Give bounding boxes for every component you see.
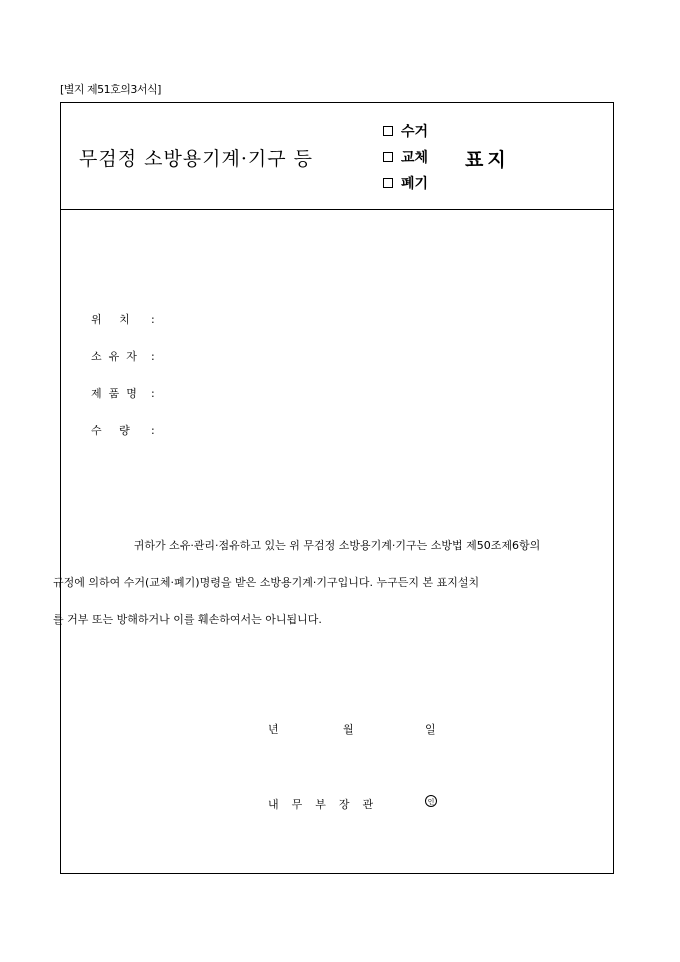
field-location	[91, 311, 155, 327]
checkbox-icon[interactable]	[383, 126, 393, 136]
field-separator: :	[151, 350, 155, 363]
date-month: 월	[343, 723, 354, 736]
option-collect[interactable]	[383, 121, 428, 141]
date-year: 년	[268, 723, 279, 736]
field-owner	[91, 348, 155, 364]
notice-line-2: 규정에 의하여 수거(교체·폐기)명령을 받은 소방용기계·기구입니다. 누구든지 본 표지설치	[53, 576, 480, 589]
date-day: 일	[425, 723, 436, 736]
field-separator: :	[151, 424, 155, 437]
option-dispose[interactable]	[383, 173, 428, 193]
field-separator: :	[151, 313, 155, 326]
field-label: 소유자	[91, 350, 144, 363]
field-label: 제품명	[91, 387, 144, 400]
option-label: 교체	[401, 150, 429, 166]
form-frame	[53, 102, 614, 874]
field-product-name	[91, 385, 155, 401]
option-label: 폐기	[401, 176, 429, 192]
form-header	[61, 103, 613, 210]
checkbox-icon[interactable]	[383, 178, 393, 188]
title-suffix: 표지	[465, 149, 510, 171]
checkbox-icon[interactable]	[383, 152, 393, 162]
notice-line-3: 를 거부 또는 방해하거나 이를 훼손하여서는 아니됩니다.	[53, 613, 322, 626]
option-replace[interactable]	[383, 147, 428, 167]
signature-title: 내무부장관	[268, 798, 387, 811]
field-label: 수 량	[91, 424, 137, 437]
field-quantity	[91, 422, 155, 438]
form-reference: [별지 제51호의3서식]	[60, 83, 161, 96]
field-separator: :	[151, 387, 155, 400]
option-label: 수거	[401, 124, 429, 140]
field-label: 위 치	[91, 313, 137, 326]
form-title: 무검정 소방용기계·기구 등	[79, 148, 314, 170]
seal-icon: 인	[425, 795, 437, 807]
notice-line-1: 귀하가 소유·관리·점유하고 있는 위 무검정 소방용기계·기구는 소방법 제50조제6항의	[133, 539, 541, 552]
